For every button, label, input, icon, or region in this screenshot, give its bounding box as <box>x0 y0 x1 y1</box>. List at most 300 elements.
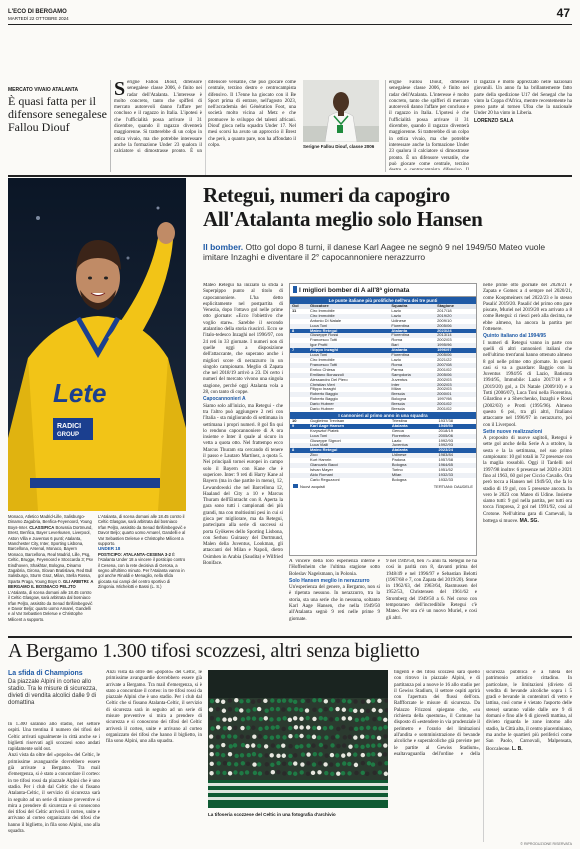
fan-mark <box>251 726 255 730</box>
fan-mark <box>366 744 370 748</box>
table-cell: Roberto Baggio <box>310 397 338 402</box>
table-cell: Bologna <box>391 397 407 402</box>
fan-mark <box>377 717 381 721</box>
fan-mark <box>257 762 261 766</box>
bomber-table <box>289 283 477 556</box>
fan-mark <box>366 709 370 713</box>
table-cell: Zico <box>308 453 390 458</box>
table-cell: 1992/93 <box>438 438 453 443</box>
fan-mark <box>306 761 310 765</box>
table-cell: Roberto Baggio <box>308 392 389 397</box>
fan-mark <box>216 717 220 721</box>
table-cell: Istvan Mayer <box>310 468 333 472</box>
fan-mark <box>365 772 369 776</box>
fan-mark <box>240 753 244 757</box>
table-cell: Mateo Retegui <box>308 448 390 453</box>
retegui-photo <box>8 178 186 511</box>
fan-mark <box>349 708 353 712</box>
fan-mark <box>331 698 335 702</box>
fan-mark <box>329 762 333 766</box>
fan-mark <box>305 708 309 712</box>
col-gol: Gol <box>292 304 299 308</box>
fan-mark <box>353 709 357 713</box>
table-primo-anno <box>290 419 476 483</box>
celtic-fans-photo <box>208 670 388 808</box>
table-cell: Bologna <box>390 463 437 468</box>
svg-text:GROUP: GROUP <box>57 432 80 438</box>
drop-cap: S <box>114 80 126 100</box>
fan-mark <box>371 762 375 766</box>
fan-mark <box>257 699 261 703</box>
fan-mark <box>299 744 303 748</box>
fan-mark <box>281 727 285 731</box>
fan-mark <box>354 771 358 775</box>
fan-mark <box>312 717 316 721</box>
fan-mark <box>264 753 268 757</box>
fan-mark <box>276 707 280 711</box>
main-col-3: 9 nel 1949/50, ben 75 anni fa. Retegui ne ha così in parità con 8, davanti prima del 1948/49 e nel 1996/97 e Sebastian Belotti (1967/68 e 7, con Zapata del 2019/20). Stone in 1962/63, del 1963/64, Rasmussen del 1952/53, Christensen del 1961/62 e Stromberg del 1949/50 a 6. Nel corso con temporaneo dell'incredibile Retegui c'è Mateo. Per ora c'è un nuovo Muriel, e così gli altri. <box>386 559 477 621</box>
sec-capocannonieri: Capocannonieri A <box>203 396 246 403</box>
fan-mark <box>216 770 220 774</box>
fan-mark <box>361 761 365 765</box>
fan-mark <box>348 735 352 739</box>
photo-side-left: Monaco, Atletico Madrid-Lille, Salisburgo-Dinamo Zagabria, Benfica-Feyenoord, Young Boys-Inter. CLASSIFICA Borussia Dortmund, Brest, Benfica, Bayer Leverkusen, Liverpool, Aston Villa e Juventus 6 punti; Atalanta, Manchester City, Inter, Sporting Lisbona, Barcellona, Arsenal, Monaco, Bayern Monaco, Barcellona, Real Madrid, Lille, Psg, Celtic, Brugge, Feyenoord e Stoccarda 3; Psv Eindhoven, Shakhtar, Bologna, Dinamo Zagabria, Girona, Slovan Bratislava, Red Bull Salisburgo, Sturm Graz, Milan, Stella Rossa, Sparta Praga, Young Boys 0. GLI ARBITRI: A BERGAMO IL BOSNIACO PELJTO L'Atalanta, di scena domani alle 18.45 contro il Celtic Glasgow, sarà arbitrata dal bosniaco Irfan Peljto, assistito da Senad Ibrišimbegović e Davor Beljo; quarto uomo Amarel, Gandelli e al Var Sebastien Delerue e Christophe Milicent a supporto. <box>8 514 94 622</box>
fan-mark <box>330 753 334 757</box>
fan-mark <box>246 735 250 739</box>
table-cell: Brescia <box>391 407 405 412</box>
fan-mark <box>353 752 357 756</box>
fan-mark <box>360 745 364 749</box>
fan-mark <box>288 718 292 722</box>
fan-mark <box>317 770 321 774</box>
table-cell: Aldo Romani <box>308 473 390 478</box>
bottom-col-1: In 1.300 saranno allo stadio, nel settore ospiti. Una trentina il numero dei tifosi del Celtic arrivati ugualmente in città anche se i biglietti riservati agli scozzesi sono andati rapidamente sold out. Anzi vista da oltre del «popolo» del Celtic, le primissime avanguardie dovrebbero essere già arrivate a Bergamo. Tra mail d'emergenza, si è stato a concordare il corteo: in tre tifosi rossi da piazzale Alpini che è uno stadio. Per i club dal Celtic che si fissano Atalanta-Celtic, il servizio di sicurezza sarà in seguito ad un serie di misure preventive si mira a prendere di sicurezza e si conoscono dei tifosi del Celtic arriverà il corteo, unite e arrivano al corteo organizzato dei tifosi che hanno il biglietto, in fila sono Alpini, uno alla squadra. <box>8 722 100 835</box>
fan-mark <box>306 725 310 729</box>
fan-mark <box>365 716 369 720</box>
fan-mark <box>276 754 280 758</box>
fan-mark <box>209 752 213 756</box>
fan-mark <box>245 744 249 748</box>
table-cell: Udinese <box>391 318 407 323</box>
fan-mark <box>217 761 221 765</box>
table-cell: Igor Protti <box>308 343 389 348</box>
col-giocatore: Giocatore <box>310 304 329 308</box>
header-rule <box>8 24 572 25</box>
fan-mark <box>246 699 250 703</box>
table-cell: Lazio <box>391 438 402 443</box>
table-cell: Antonio Di Natale <box>310 318 342 323</box>
table-cell: 2002/03 <box>437 377 452 382</box>
fan-mark <box>323 744 327 748</box>
fan-mark <box>348 744 352 748</box>
top-body-middle: erigne Fallou Diouf, difensore senegalese classe 2006, è finito nei radar dell'Atalanta. L'interesse è molto concreto, tanto che spifferi di mercato autorevoli danno l'affare per concluso e il ragazzo in Italia. L'ipotesi è che l'ufficialità possa arrivare il 31 dicembre, quando il ragazzo diventerà maggiorenne. Si tratterebbe di un colpo in ottica vivaio, ma che potrebbe interessare anche la formazione Under 23 qualora il calciatore si dimostrasse pronto. È un difensore versatile, che può giocare come centrale, terzino <box>389 80 469 167</box>
bottom-col-3: tingenti e dei tifosi scozzesi sarà quello con ritrovo in piazzale Alpini, e di partitanza poi a nuove le 16 allo stadio per il Gewiss Stadium, il settore ospiti aprirà con l'apertura dei flussi dell'ora. Raffforzate le misure di sicurezza. Da Palazzo Frizzoni spiegano che, «su richiesta della questura», il Comune ha disposto di «estendere in via prudenziale il perimetro e l'orario del limitazioni all'andita e somministrazione di bevande alcoliche e superalcoliche già previste per le partite al Gewiss Stadium», esaltavaguardia dell'ordine e della sicurezza pubblica e a tutela del patrimonio artistico cittadino. In particolare, le limitazioni (divieto di vendita di bevande alcoliche sopra i 5 gradi e bevande in contenitori di vetro e lattina, così come è vietato l'asporto delle stesse) saranno valide dalle ore 9 di domani e fino alle 6 di giovedì mattina, al divieto riguarda le zone intorno allo stadio, la Città alta, il centro piacentiniano, ma anche le quartieri più periferici come San Paolo, Carnovali, Malpensata, Boccaleone. L. B. <box>394 670 572 757</box>
fan-mark <box>336 762 340 766</box>
fan-mark <box>347 752 351 756</box>
fan-mark <box>245 770 249 774</box>
fan-mark <box>330 743 334 747</box>
main-col-1: Mateo Retegui ha iniziato la sfida a Superpippo punto al titolo di capocannoniere. L'ha detto esplicitamente nel postpartita di Venezia, dopo l'ottavo gol nelle prime otto giornate: «Ecco l'obiettivo che voglio stare». Sarebbe il secondo atalantino della storia riuscirci. Ecco se l'italo-tedesco Inzaghi nel 1996/97, con 24 reti in 33 giornate. I numeri non di quelle oggi a disposizione dell'attaccante, che superano anche i migliori score di nerazzurro in un singolo campionato. Meglio di Zapata che nel 2018/19 arrivò a 23. Di certo i numeri del mercato vivono una singola stagione, perché oggi Atalanta vola a 28, con tanto di coppe. Capocannonieri A Siamo solo all'inizio, ma Retegui - che tra l'altro può aggiungere 2 reti con l'Italia - sta migliorando di settimana in settimana i propri numeri. 8 gol fin qui lo rendono capocannoniere di A ora insieme e Inter il quale al sicuro in vetta a quota otto. Nel frattempo ecco Marcus Thuram sta cercando di tenere il passo e Lautaro Martínez, a quota 5. Nei principali tornei europei in campo solo il Bayern con Kane che è superiore. Inter: 9 reti di Harry Kane al Bayern (ma in due partite in meno), 12, Lewandowski che nel Barcellona 12, Haaland del City a 10 e Marcus Thuram dell'Eintracht con 8. Aperta la gara sono tutti i campionati dei più grandi, ma con moltissimi pesi in cui si gioca per migliorare, ma da Retegui, partecipato alla serie di successi si porta Gyökeres dello Sporting Lisbona, con Serhou Guirassy del Dortmund, Malen della Juventus, Lookman, gli attaccanti del Milan e Napoli, dietro Osimhen in Arabia (Saudita) e Wilfried Boniface. <box>203 283 283 567</box>
fan-mark <box>282 771 286 775</box>
table-cell: 2021/22 <box>437 357 452 362</box>
fan-mark <box>234 698 238 702</box>
fan-mark <box>288 734 292 738</box>
fan-mark <box>329 707 333 711</box>
top-body-end: Il ragazzo è molto apprezzato nelle nazionali giovanili. Un anno fa ha brillantemente fatto parte della spedizione U17 del Senegal che ha vinto la Coppa d'Africa, mentre recentemente ha preso parte al torneo Ufoa che la nazionale Under 20 ha vinto in Liberia. LORENZO SALA <box>474 80 572 124</box>
fan-mark <box>324 707 328 711</box>
fan-mark <box>371 744 375 748</box>
table-cell: Brescia <box>389 402 435 407</box>
col-stagione: Stagione <box>437 304 454 308</box>
fan-mark <box>341 753 345 757</box>
fan-mark <box>246 709 250 713</box>
fan-mark <box>336 771 340 775</box>
fan-mark <box>353 735 357 739</box>
fan-mark <box>288 726 292 730</box>
fan-mark <box>324 771 328 775</box>
fan-mark <box>361 700 365 704</box>
fan-mark <box>277 717 281 721</box>
fan-mark <box>216 744 220 748</box>
fan-mark <box>258 727 262 731</box>
table-cell: 1964/65 <box>436 463 476 468</box>
table-cell: Luca Vialli <box>308 443 390 448</box>
table-cell: 2013/14 <box>435 333 476 338</box>
fan-mark <box>335 753 339 757</box>
table-cell: 8 <box>290 448 308 453</box>
fan-mark <box>270 763 274 767</box>
fan-mark <box>335 734 339 738</box>
fan-mark <box>276 770 280 774</box>
fan-mark <box>288 761 292 765</box>
fan-mark <box>323 762 327 766</box>
table-cell: Juventus <box>390 443 437 448</box>
table-cell: 2000/01 <box>435 392 476 397</box>
fan-mark <box>210 762 214 766</box>
fan-mark <box>318 698 322 702</box>
fan-mark <box>228 718 232 722</box>
fan-mark <box>288 699 292 703</box>
fan-mark <box>335 717 339 721</box>
fan-mark <box>276 735 280 739</box>
fan-mark <box>342 708 346 712</box>
table-cell: Lazio <box>391 308 401 313</box>
table-cell: 1949/50 <box>436 424 476 429</box>
fan-mark <box>264 708 268 712</box>
main-subtitle: Il bomber. Otto gol dopo 8 turni, il danese Karl Aagee ne segnò 9 nel 1949/50 Mateo vuole imitare Inzaghi e diventare il 2° capocannoniere nerazzurro <box>203 242 546 262</box>
top-title: È quasi fatta per il difensore senegalese Fallou Diouf <box>8 94 107 134</box>
fan-mark <box>367 761 371 765</box>
fan-mark <box>335 707 339 711</box>
fan-mark <box>216 735 220 739</box>
table-cell: Francesco Totti <box>310 338 338 343</box>
fan-mark <box>324 753 328 757</box>
fan-mark <box>281 707 285 711</box>
fan-mark <box>336 744 340 748</box>
table-cell: Giuseppe Signori <box>310 438 341 443</box>
fan-mark <box>270 698 274 702</box>
legend-swatch <box>293 484 298 488</box>
fan-mark <box>360 734 364 738</box>
fan-mark <box>311 743 315 747</box>
fan-mark <box>371 698 375 702</box>
table-cell: Ciro Immobile <box>310 357 335 362</box>
table-cell: 2005/06 <box>435 324 476 329</box>
fan-mark <box>210 726 214 730</box>
table-cell: 9 <box>290 424 308 429</box>
table-cell: Atalanta <box>389 348 435 353</box>
table-cell: Fiorentina <box>389 353 435 358</box>
table-cell: Emiliano Bonazzoli <box>308 373 389 378</box>
fan-mark <box>366 753 370 757</box>
fan-mark <box>251 700 255 704</box>
fan-mark <box>377 736 381 740</box>
table-cell: Christian Vieri <box>308 383 389 388</box>
fan-mark <box>347 699 351 703</box>
fan-mark <box>221 753 225 757</box>
fan-mark <box>306 752 310 756</box>
fan-mark <box>247 753 251 757</box>
fan-mark <box>293 772 297 776</box>
main-col-2: A vincere della loro esperienza interne è l'Hoffenheim che l'ultima stagione sotto Boleslav Nagelsmann, in Polonia. Solo Hansen meglio in nerazzurro Un'esperienza del genere, a Bergamo, non si è ripetuta nessuno. In nerazzurro, tra la storia, sta una serie che in nessuna, soltanto Karl Aage Hansen, che nella 1949/50 all'Atalanta segnò 9 reti nelle prime 9 giornate. <box>289 559 380 622</box>
fan-mark <box>239 771 243 775</box>
table-cell: 8 <box>290 329 308 334</box>
fan-mark <box>372 771 376 775</box>
table-section-1: Le punte italiane più prolifiche nell'era dei tre punti <box>290 297 476 304</box>
fan-mark <box>216 707 220 711</box>
main-author: MA. SG. <box>519 517 539 524</box>
fan-mark <box>384 772 388 776</box>
table-cell: 2019/20 <box>435 314 476 319</box>
table-cell: 1957/58 <box>438 458 453 463</box>
column-divider <box>110 80 111 172</box>
fan-mark <box>269 717 273 721</box>
table-cell: Inter <box>389 383 435 388</box>
table-cell: Roma <box>389 363 435 368</box>
fan-mark <box>331 735 335 739</box>
table-cell: 7 <box>290 348 308 353</box>
fan-mark <box>209 734 213 738</box>
fan-mark <box>234 762 238 766</box>
fan-mark <box>233 743 237 747</box>
table-cell: 1937/38 <box>438 418 453 423</box>
fan-mark <box>347 762 351 766</box>
bottom-credit: © RIPRODUZIONE RISERVATA <box>520 842 572 846</box>
fan-mark <box>373 726 377 730</box>
table-cell: Bologna <box>391 477 407 482</box>
table-cell: Fiorentina <box>390 434 437 439</box>
fan-mark <box>246 716 250 720</box>
fan-mark <box>361 753 365 757</box>
table-cell: Ciro Immobile <box>308 314 389 319</box>
fan-mark <box>270 707 274 711</box>
bottom-lead: Da piazzale Alpini in corteo allo stadio. Tra le misure di sicurezza, divieti di vendita alcolici dalle 9 di domattina <box>8 679 98 706</box>
fan-mark <box>371 752 375 756</box>
fan-mark <box>276 744 280 748</box>
table-cell: Brescia <box>389 392 435 397</box>
fan-mark <box>360 709 364 713</box>
fan-mark <box>222 771 226 775</box>
fan-mark <box>270 753 274 757</box>
fan-mark <box>317 726 321 730</box>
fan-mark <box>257 707 261 711</box>
fan-mark <box>282 698 286 702</box>
table-cell: 2023/24 <box>435 329 476 334</box>
table-cell: Mateo Retegui <box>308 329 389 334</box>
fan-mark <box>258 734 262 738</box>
fan-mark <box>222 717 226 721</box>
fan-mark <box>377 743 381 747</box>
fan-mark <box>265 762 269 766</box>
celtic-caption: La tifoseria scozzese del Celtic in una fotografia d'archivio <box>208 812 336 817</box>
table-cell: Atalanta <box>389 329 435 334</box>
fan-mark <box>311 771 315 775</box>
fan-mark <box>240 726 244 730</box>
bottom-kicker: La sfida di Champions <box>8 670 83 677</box>
table-title: I migliori bomber di A all'8ª giornata <box>290 284 476 297</box>
main-col-4: nelle prime otto giornate del 2020/21 e Zapata e Gomez a 4 sempre nel 2020/21, come Koopmeiners nel 2022/23 e lo stesso Pasalić 2019/20. Pasalić del primo otto gare piscate, Muriel nel 2019/20 era arrivato a 8 come Retegui: ci riesci però alla decima, ne ebbe almeno, ha ancora la partita per l'ottenere. Quinto italiano dal 1994/95 I numeri di Retegui vanno in parte con quelli di altri cannonieri italiani che nell'ultimo trent'anni hanno ottenuto almeno 8 gol nelle prime otto giornate. In questi casi si va a guardare: Baggio con la Juventus 1994/95 di Lazio, Batistuta 1994/95, Immobile: Lazio 2017/18 e 9 (2019/20) gol, a Di Natale (2009/10) e a Totti (2006/07), Luca Toni nella Fiorentina, Gilardino e a Shevchenko, Inzaghi e Rossi (2002/03) e Protti (1995/96). Almeno questo 6 poi, tra gli altri, l'italiano attaccante nel 1996/97 in nerazzurro, poi con il Liverpool. Sette nuove realizzazioni A proposito di nuove sagitoli, Retegui è sette gol anche della Serie A a ottobre, la sesta e la la settimana, nel suo primo campionato: 10 gol totali in 72 presenze con la maglia rossoblù. Oggi il Tardelli nel 1997/98 inoltre: 6 presenze nel 2020 e 2021 fino al 1963, 60 gol per Ciccio Cavallo. Ora però tocca a Hansen nel 1949/50, che fa lo stadio di 19 gol, con 5 presenze ancora. In vero le 2023 con Mateo di Udine. Insieme siamo tutti: 9 gol nella partita, per tutti ora tocca l'impresa, 2 gol nel 1991/92, così al Crotone. Nell'ultima gara di Carnevali, la bottega si muove. MA. SG. <box>483 283 572 524</box>
table-cell: Atalanta <box>390 448 437 453</box>
fan-mark <box>299 717 303 721</box>
fan-mark <box>359 726 363 730</box>
fan-mark <box>253 771 257 775</box>
table-cell: Luca Toni <box>308 324 389 329</box>
table-cell: Ciro Immobile <box>310 308 335 313</box>
table-cell: 2001/02 <box>437 367 452 372</box>
fan-mark <box>228 707 232 711</box>
fan-mark <box>216 725 220 729</box>
bottom-title: A Bergamo 1.300 tifosi scozzesi, altri senza biglietto <box>8 640 420 662</box>
fan-mark <box>258 753 262 757</box>
fan-mark <box>241 761 245 765</box>
table-cell: Guglielmo Trevisan <box>310 418 345 423</box>
table-cell: 1932/33 <box>436 473 476 478</box>
fan-mark <box>306 734 310 738</box>
fan-mark <box>227 734 231 738</box>
fan-mark <box>223 726 227 730</box>
fan-mark <box>240 734 244 738</box>
table-cell: Dario Hubner <box>310 407 334 412</box>
fan-mark <box>365 735 369 739</box>
table-cell: 11 <box>292 308 297 313</box>
fan-mark <box>294 734 298 738</box>
main-title-line2: All'Atalanta meglio solo Hansen <box>203 207 483 231</box>
top-body: Serigne Fallou Diouf, difensore senegalese classe 2006, è finito nei radar dell'Atalanta. L'interesse è molto concreto, tanto che spifferi di mercato autorevoli danno l'affare per concluso e il ragazzo in Italia. L'ipotesi è che l'ufficialità possa arrivare il 31 dicembre, quando il ragazzo diventerà maggiorenne. Si tratterebbe di un colpo in ottica vivaio, ma che potrebbe interessare anche la formazione Under 23 qualora il calciatore si dimostrasse pronto. È un difensore versatile, che può giocare come centrale, terzino destro e centrocampista difensivo. Il 17enne ha giocato con il Be Sport prima di entrare, nell'agosto 2023, nell'accademia dei Génération Foot, una società molto vicina al Metz e che promuove lo sviluppo del talenti africani. Diouf gioca nella squadra Under 17. Nel mesi scorsi ha avuto un approccio il Brest che però, a quanto pare, non ha affondato il colpo. <box>114 80 296 155</box>
table-cell: 1983/84 <box>436 453 476 458</box>
fan-mark <box>354 763 358 767</box>
fan-mark <box>223 761 227 765</box>
fan-mark <box>313 752 317 756</box>
fan-mark <box>341 716 345 720</box>
fan-mark <box>305 716 309 720</box>
table-cell: Enrico Chiesa <box>310 367 335 372</box>
table-credit: TERTIANI: DAUDELE <box>433 483 473 489</box>
fan-mark <box>281 743 285 747</box>
table-legend: Nuovi acquisti <box>293 484 325 489</box>
fan-mark <box>228 698 232 702</box>
table-cell: 2005/06 <box>435 373 476 378</box>
table-cell: 2001/02 <box>437 407 452 412</box>
fan-mark <box>215 699 219 703</box>
fan-mark <box>294 725 298 729</box>
table-cell: 2018/19 <box>438 428 453 433</box>
table-italiani <box>290 304 476 412</box>
fan-mark <box>341 771 345 775</box>
fan-mark <box>257 744 261 748</box>
fan-mark <box>378 726 382 730</box>
fan-mark <box>239 699 243 703</box>
fan-mark <box>306 743 310 747</box>
arbitri-label: GLI ARBITRI: A BERGAMO IL BOSNIACO PELJTO <box>8 578 94 590</box>
fan-mark <box>233 770 237 774</box>
fan-mark <box>361 717 365 721</box>
fan-mark <box>353 699 357 703</box>
table-cell: Filippo Inzaghi <box>310 387 336 392</box>
table-primo-anno-body <box>290 419 476 483</box>
svg-text:Lete: Lete <box>53 378 107 408</box>
fan-mark <box>383 752 387 756</box>
table-cell: 2007/08 <box>435 363 476 368</box>
fan-mark <box>287 707 291 711</box>
table-cell: Dario Hubner <box>308 402 389 407</box>
table-cell: Fiorentina <box>389 333 435 338</box>
table-cell: 2017/18 <box>437 308 452 313</box>
fan-mark <box>366 726 370 730</box>
table-cell: Filippo Inzaghi <box>308 348 389 353</box>
table-cell: Karl Aage Hansen <box>308 424 390 429</box>
table-cell: 1992/93 <box>436 443 476 448</box>
diouf-caption: Serigne Fallou Diouf, classe 2006 <box>303 144 375 149</box>
table-cell: Bari <box>389 343 435 348</box>
table-cell: 2002/03 <box>437 387 452 392</box>
table-italiani-body <box>290 309 476 412</box>
photo-side-right: L'Atalanta, di scena domani alle 18.45 contro il Celtic Glasgow, sarà arbitrata dal bosniaco Irfan Peljto, assistito da Senad Ibrišimbegović e Davor Beljo; quarto uomo Amarel, Gandelli e al Var Sebastien Delerue e Christophe Milicent a supporto. UNDER 18 POSTICIPO: ATALANTA-CESENA 3-2 È l'Atalanta Under 18 a vincere il posticipo contro il Cesena, con la rete decisiva di Gerosa, a segno all'ultimo minuto. Per l'Atalanta vanno in gol anche Rinaldi e Menaglio, nella sfida giocata sui campi del centro sportivo di Zingonia. Michelotti e Bassi (L. S.) <box>98 514 186 590</box>
retegui-photo-figure <box>8 178 186 511</box>
fan-mark <box>293 753 297 757</box>
fan-mark <box>282 761 286 765</box>
fan-mark <box>312 698 316 702</box>
fan-mark <box>239 708 243 712</box>
table-section-2: I cannonieri al primo anno in una squadra <box>290 412 476 419</box>
fan-mark <box>265 726 269 730</box>
fan-mark <box>294 707 298 711</box>
table-cell: 1997/98 <box>437 397 452 402</box>
fan-mark <box>300 770 304 774</box>
masthead: L'ECO DI BERGAMO <box>8 9 67 15</box>
fan-mark <box>372 717 376 721</box>
fan-mark <box>209 744 213 748</box>
fan-mark <box>252 716 256 720</box>
table-cell: Lazio <box>391 357 401 362</box>
fan-mark <box>383 718 387 722</box>
fan-mark <box>329 717 333 721</box>
sec-hansen: Solo Hansen meglio in nerazzurro <box>289 577 370 584</box>
fan-mark <box>319 743 323 747</box>
fan-mark <box>282 735 286 739</box>
fan-mark <box>342 743 346 747</box>
fan-mark <box>383 743 387 747</box>
fan-mark <box>229 744 233 748</box>
main-title-line1: Retegui, numeri da capogiro <box>203 183 450 207</box>
page-number: 47 <box>556 6 570 20</box>
fan-mark <box>246 726 250 730</box>
table-cell: 2002/03 <box>435 383 476 388</box>
fan-mark <box>372 708 376 712</box>
fan-mark <box>259 717 263 721</box>
table-cell: Lazio <box>389 314 435 319</box>
table-cell: Kurt Hamrin <box>310 458 332 463</box>
issue-date: MARTEDÌ 22 OTTOBRE 2024 <box>8 16 69 21</box>
